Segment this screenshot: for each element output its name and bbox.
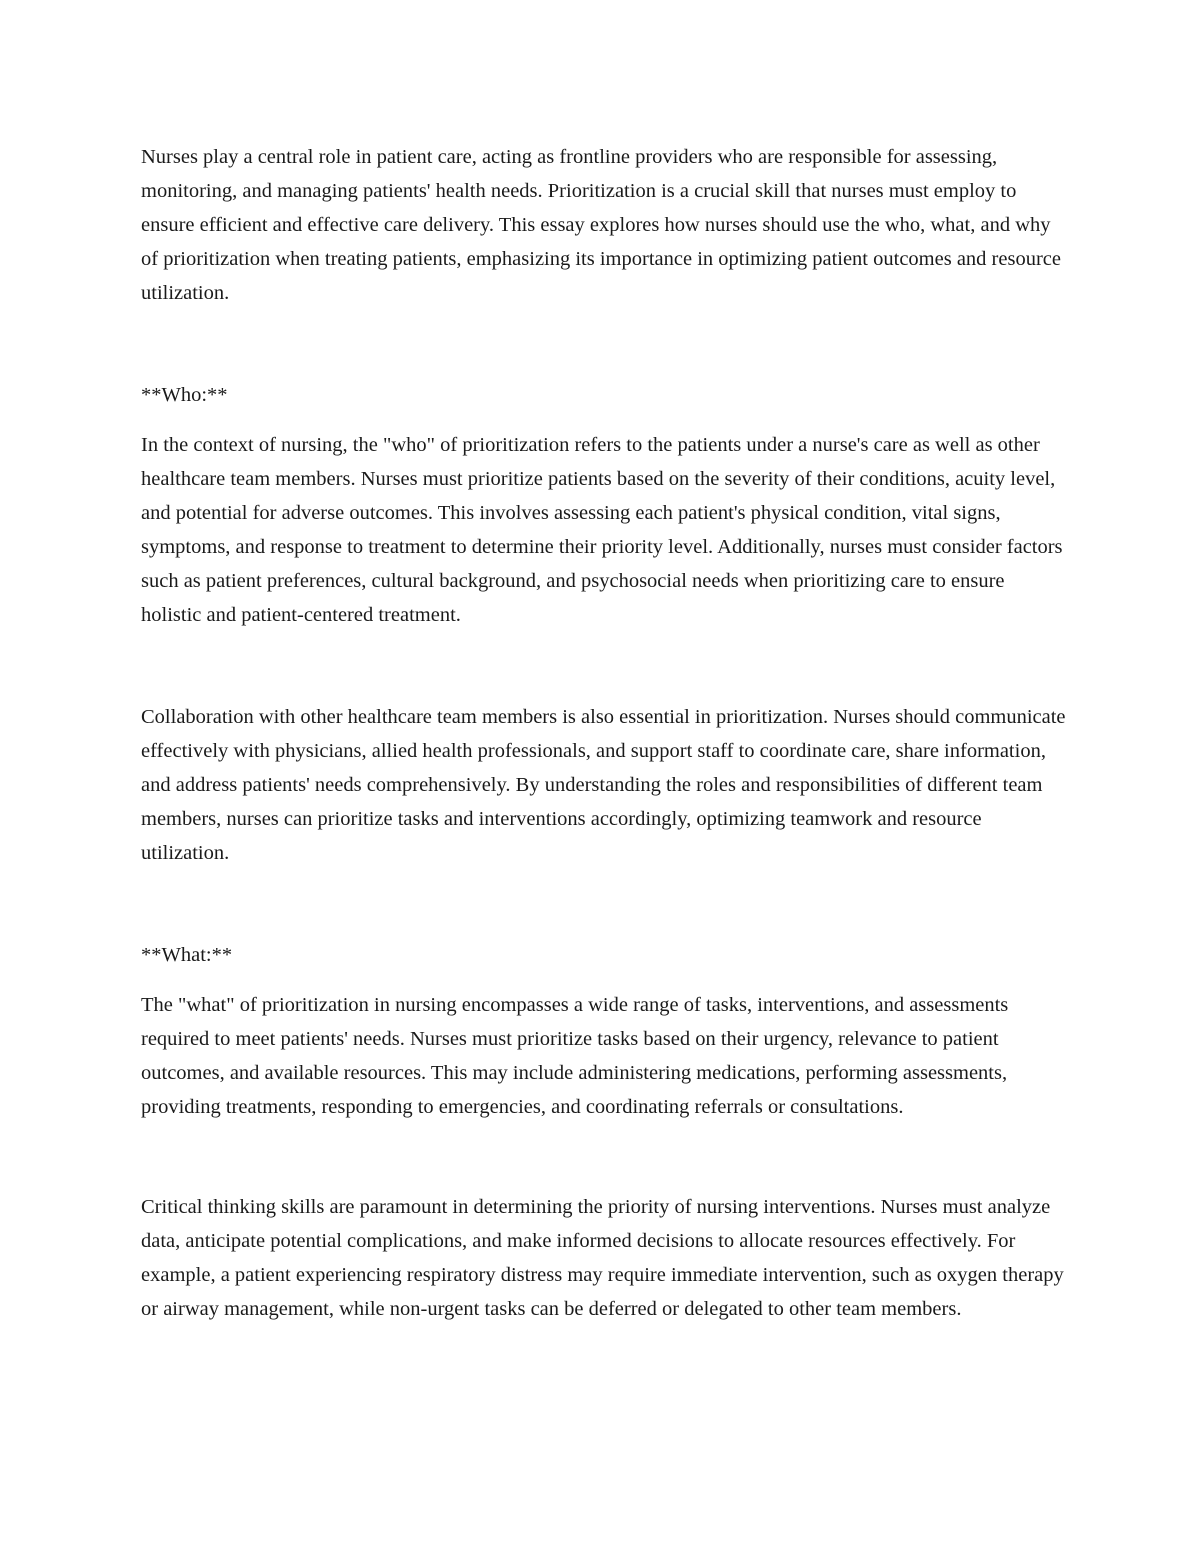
document-body (141, 140, 1066, 1326)
collaboration-paragraph: Collaboration with other healthcare team members is also essential in prioritization. Nurses should communicate effectively with physicians, allied health professionals, and support staff to coordinate care, share information, and address patients' needs comprehensively. By understanding the roles and responsibilities of different team members, nurses can prioritize tasks and interventions accordingly, optimizing teamwork and resource utilization. (141, 706, 1066, 864)
who-paragraph: In the context of nursing, the "who" of prioritization refers to the patients under a nurse's care as well as other healthcare team members. Nurses must prioritize patients based on the severity of their conditions, acuity level, and potential for adverse outcomes. This involves assessing each patient's physical condition, vital signs, symptoms, and response to treatment to determine their priority level. Additionally, nurses must consider factors such as patient preferences, cultural background, and psychosocial needs when prioritizing care to ensure holistic and patient-centered treatment. (141, 434, 1063, 626)
what-heading: **What:** (141, 944, 233, 966)
critical-thinking-paragraph: Critical thinking skills are paramount in determining the priority of nursing interventions. Nurses must analyze data, anticipate potential complications, and make informed decisions to allocate resources effectively. For example, a patient experiencing respiratory distress may require immediate intervention, such as oxygen therapy or airway management, while non-urgent tasks can be deferred or delegated to other team members. (141, 1196, 1064, 1320)
what-paragraph: The "what" of prioritization in nursing encompasses a wide range of tasks, interventions, and assessments required to meet patients' needs. Nurses must prioritize tasks based on their urgency, relevance to patient outcomes, and available resources. This may include administering medications, performing assessments, providing treatments, responding to emergencies, and coordinating referrals or consultations. (141, 994, 1009, 1118)
intro-paragraph: Nurses play a central role in patient care, acting as frontline providers who are responsible for assessing, monitoring, and managing patients' health needs. Prioritization is a crucial skill that nurses must employ to ensure efficient and effective care delivery. This essay explores how nurses should use the who, what, and why of prioritization when treating patients, emphasizing its importance in optimizing patient outcomes and resource utilization. (141, 146, 1061, 304)
who-heading: **Who:** (141, 384, 228, 406)
